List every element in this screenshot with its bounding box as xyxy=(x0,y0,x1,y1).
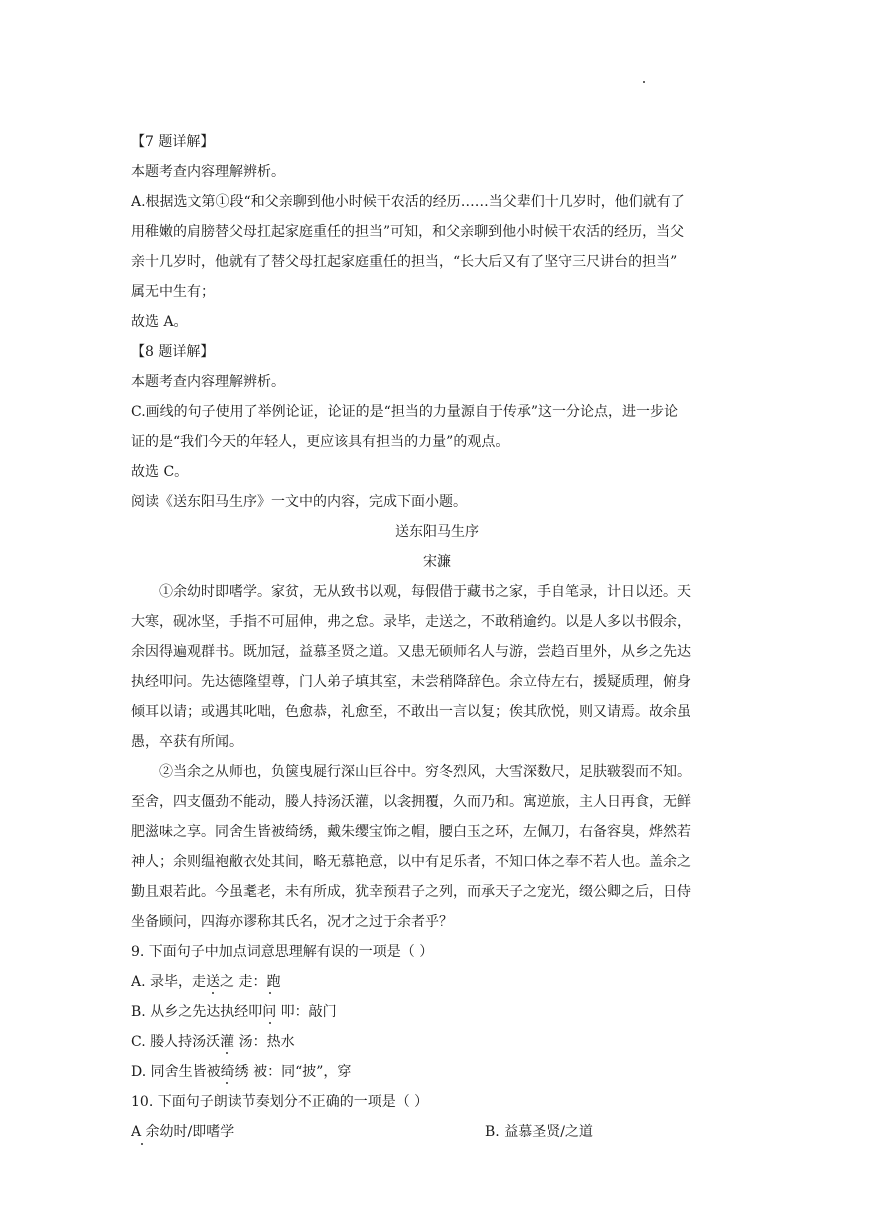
q9-stem: 9. 下面句子中加点词意思理解有误的一项是（ ） xyxy=(131,944,434,960)
emphasis-dot xyxy=(269,992,271,994)
page-speck xyxy=(643,81,645,83)
q7-analysis-line-1: A.根据选文第①段“和父亲聊到他小时候干农活的经历……当父辈们十几岁时，他们就有了 xyxy=(131,194,685,210)
para1-line-3: 余因得遍观群书。既加冠，益慕圣贤之道。又患无硕师名人与游，尝趋百里外，从乡之先达 xyxy=(131,644,691,660)
q10-stem: 10. 下面句子朗读节奏划分不正确的一项是（ ） xyxy=(131,1094,429,1110)
q8-answer: 故选 C。 xyxy=(131,464,189,480)
para2-line-2: 至舍，四支僵劲不能动，媵人持汤沃灌，以衾拥覆，久而乃和。寓逆旅，主人日再食，无鲜 xyxy=(131,794,691,810)
emphasis-dot xyxy=(269,1022,271,1024)
q9-option-d: D. 同舍生皆被绮绣 被：同“披”，穿 xyxy=(131,1064,352,1080)
para2-line-3: 肥滋味之享。同舍生皆被绮绣，戴朱缨宝饰之帽，腰白玉之环，左佩刀，右备容臭，烨然若 xyxy=(131,824,691,840)
para1-line-6: 愚，卒获有所闻。 xyxy=(131,734,243,750)
q7-heading: 【7 题详解】 xyxy=(131,134,215,150)
q7-analysis-line-3: 亲十几岁时，他就有了替父母扛起家庭重任的担当，“长大后又有了坚守三尺讲台的担当” xyxy=(131,254,678,270)
q9-option-c: C. 媵人持汤沃灌 汤：热水 xyxy=(131,1034,295,1050)
para2-line-5: 勤且艰若此。今虽耄老，未有所成，犹幸预君子之列，而承天子之宠光，缀公卿之后，日侍 xyxy=(131,884,691,900)
q8-heading: 【8 题详解】 xyxy=(131,344,215,360)
q10-option-a: A 余幼时/即嗜学 xyxy=(131,1124,235,1140)
para2-line-1: ②当余之从师也，负箧曳屣行深山巨谷中。穷冬烈风，大雪深数尺，足肤皲裂而不知。 xyxy=(159,764,691,780)
q8-analysis-line-2: 证的是“我们今天的年轻人，更应该具有担当的力量”的观点。 xyxy=(131,434,510,450)
q7-analysis-line-2: 用稚嫩的肩膀替父母扛起家庭重任的担当”可知，和父亲聊到他小时候干农活的经历，当父 xyxy=(131,224,685,240)
para1-line-5: 倾耳以请；或遇其叱咄，色愈恭，礼愈至，不敢出一言以复；俟其欣悦，则又请焉。故余虽 xyxy=(131,704,691,720)
q9-option-a: A. 录毕，走送之 走：跑 xyxy=(131,974,281,990)
emphasis-dot xyxy=(226,1082,228,1084)
para1-line-4: 执经叩问。先达德隆望尊，门人弟子填其室，未尝稍降辞色。余立侍左右，援疑质理，俯身 xyxy=(131,674,691,690)
q8-intro: 本题考查内容理解辨析。 xyxy=(131,374,285,390)
q7-analysis-line-4: 属无中生有； xyxy=(131,284,215,300)
emphasis-dot xyxy=(226,1052,228,1054)
para1-line-2: 大寒，砚冰坚，手指不可屈伸，弗之怠。录毕，走送之，不敢稍逾约。以是人多以书假余， xyxy=(131,614,691,630)
q10-option-b: B. 益慕圣贤/之道 xyxy=(485,1124,593,1140)
page-speck xyxy=(141,1143,143,1145)
q8-analysis-line-1: C.画线的句子使用了举例论证，论证的是“担当的力量源自于传承”这一分论点，进一步论 xyxy=(131,404,678,420)
emphasis-dot xyxy=(212,992,214,994)
para2-line-6: 坐备顾问，四海亦谬称其氏名，况才之过于余者乎？ xyxy=(131,914,453,930)
q7-answer: 故选 A。 xyxy=(131,314,188,330)
passage-author: 宋濂 xyxy=(423,554,451,570)
para1-line-1: ①余幼时即嗜学。家贫，无从致书以观，每假借于藏书之家，手自笔录，计日以还。天 xyxy=(159,584,691,600)
q9-option-b: B. 从乡之先达执经叩问 叩：敲门 xyxy=(131,1004,337,1020)
reading-instruction: 阅读《送东阳马生序》一文中的内容，完成下面小题。 xyxy=(131,494,467,510)
passage-title: 送东阳马生序 xyxy=(395,524,479,540)
q7-intro: 本题考查内容理解辨析。 xyxy=(131,164,285,180)
para2-line-4: 神人；余则缊袍敝衣处其间，略无慕艳意，以中有足乐者，不知口体之奉不若人也。盖余之 xyxy=(131,854,691,870)
